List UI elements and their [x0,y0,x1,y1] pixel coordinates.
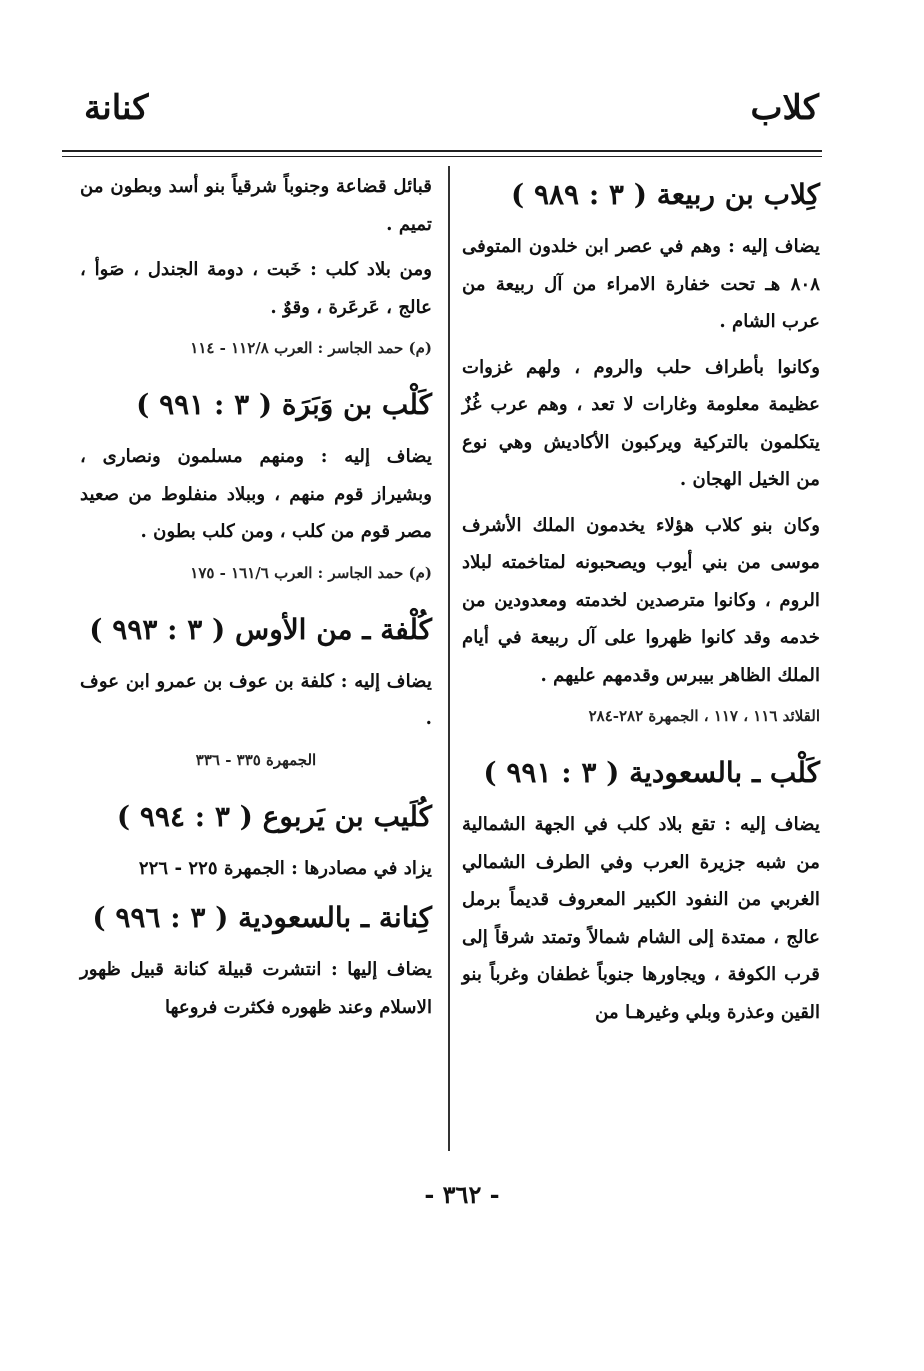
running-head-left: كنانة [84,88,149,128]
entry-paragraph: يضاف إليها : انتشرت قبيلة كنانة قبيل ظهور الاسلام وعند ظهوره فكثرت فروعها [80,959,432,1018]
entry-title: كُلَيب بن يَربوع ( ٣ : ٩٩٤ ) [116,799,432,833]
running-head-right: كلاب [750,88,819,128]
entry-paragraph: وكانوا بأطراف حلب والروم ، ولهم غزوات عظيمة معلومة وغارات لا تعد ، وهم عرب غُزٌ يتكلمون بالتركية ويركبون الأكاديش وهي نوع من الخيل الهجان . [462,356,820,490]
right-column [462,168,820,1039]
entry-paragraph: يضاف إليه : كلفة بن عوف بن عمرو ابن عوف . [80,670,432,729]
header-rule-thin [62,156,822,157]
entry-title: كُلْفة ـ من الأوس ( ٣ : ٩٩٣ ) [89,612,432,646]
left-column [80,168,432,1034]
entry-paragraph: يضاف إليه : تقع بلاد كلب في الجهة الشمالية من شبه جزيرة العرب وفي الطرف الشمالي الغربي من النفود الكبير المعروف قديماً برمل عالج ، ممتدة إلى الشام شمالاً وتمتد شرقاً إلى قرب الكوفة ، ويجاورها جنوباً غطفان وغرباً بنو القين وعذرة وبلي وغيرهـا من [462,814,820,1023]
source-reference: الجمهرة ٣٣٥ - ٣٣٦ [195,750,317,769]
entry-paragraph: يزاد في مصادرها : الجمهرة ٢٢٥ - ٢٢٦ [138,857,432,879]
entry-paragraph: وكان بنو كلاب هؤلاء يخدمون الملك الأشرف موسى من بني أيوب ويصحبونه لمتاخمته لبلاد الروم ، وكانوا مترصدين لخدمته ومعدودين من خدمه وقد كانوا ظهروا على آل ربيعة في أيام الملك الظاهر بيبرس وقدمهم عليهم . [462,514,820,686]
entry-paragraph: ومن بلاد كلب : خَبت ، دومة الجندل ، صَوأ ، عالج ، عَرعَرة ، وقوٌ . [80,259,432,318]
source-reference: (م) حمد الجاسر : العرب ١٦١/٦ - ١٧٥ [190,563,432,582]
entry-paragraph: يضاف إليه : ومنهم مسلمون ونصارى ، وبشيراز قوم منهم ، وببلاد منفلوط من صعيد مصر قوم من كلب ، ومن كلب بطون . [80,446,432,542]
entry-title: كِلاب بن ربيعة ( ٣ : ٩٨٩ ) [510,178,820,211]
page-number: - ٣٦٢ - [424,1180,500,1209]
header-rule [62,150,822,152]
column-divider [448,166,450,1151]
entry-title: كَلْب ـ بالسعودية ( ٣ : ٩٩١ ) [483,756,820,789]
entry-paragraph: قبائل قضاعة وجنوباً شرقياً بنو أسد وبطون من تميم . [80,176,432,235]
entry-paragraph: يضاف إليه : وهم في عصر ابن خلدون المتوفى ٨٠٨ هـ تحت خفارة الامراء من آل ربيعة من عرب الشام . [462,236,820,332]
source-reference: (م) حمد الجاسر : العرب ١١٢/٨ - ١١٤ [190,339,432,357]
entry-title: كَلْب بن وَبَرَة ( ٣ : ٩٩١ ) [136,388,432,421]
entry-title: كِنانة ـ بالسعودية ( ٣ : ٩٩٦ ) [92,901,432,934]
source-reference: القلائد ١١٦ ، ١١٧ ، الجمهرة ٢٨٢-٢٨٤ [588,707,820,725]
